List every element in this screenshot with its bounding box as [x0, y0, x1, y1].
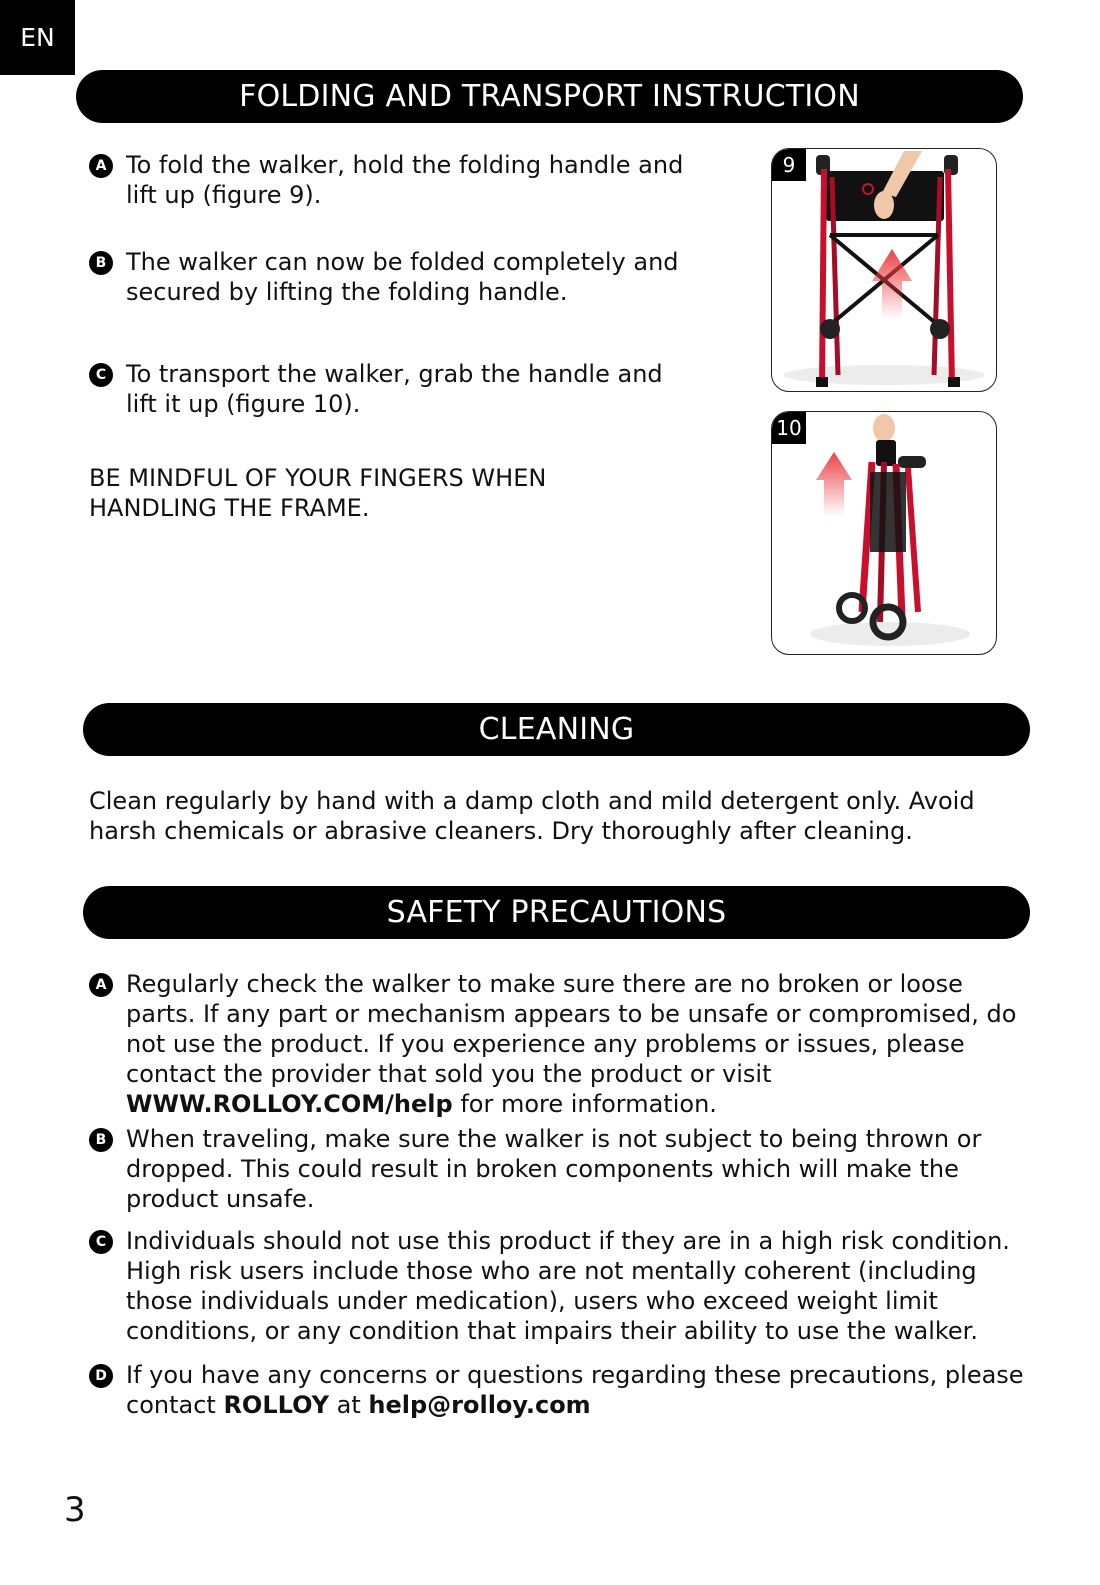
safety-a-text-before: Regularly check the walker to make sure there are no broken or loose parts. If any part or mechanism appears to be unsafe or compromised, do not use the product. If you experience any problems or issues, please contact the provider that sold you the product or visit	[126, 970, 1017, 1088]
figure-10-label: 10	[772, 412, 806, 444]
finger-warning: BE MINDFUL OF YOUR FINGERS WHEN HANDLING THE FRAME.	[89, 464, 547, 522]
bullet-a-icon: A	[89, 973, 113, 997]
language-tab: EN	[0, 0, 75, 75]
safety-a-text-after: for more information.	[452, 1090, 717, 1118]
page-number: 3	[64, 1490, 86, 1530]
brand-name: ROLLOY	[223, 1391, 329, 1419]
section-header-folding: FOLDING AND TRANSPORT INSTRUCTION	[76, 70, 1023, 123]
figure-10	[771, 411, 997, 655]
folding-step-c	[89, 359, 689, 419]
section-header-safety: SAFETY PRECAUTIONS	[83, 886, 1030, 939]
bullet-d-icon: D	[89, 1364, 113, 1388]
safety-item-d-text	[126, 1360, 1024, 1420]
safety-d-text-before: If you have any concerns or questions regarding these precautions, please contact	[126, 1361, 1024, 1419]
cleaning-text: Clean regularly by hand with a damp cloth and mild detergent only. Avoid harsh chemicals or abrasive cleaners. Dry thoroughly after cleaning.	[89, 787, 975, 845]
safety-item-a	[89, 969, 1024, 1119]
safety-d-text-mid: at	[329, 1391, 369, 1419]
safety-item-a-text	[126, 969, 1024, 1119]
figure-9-label: 9	[772, 149, 806, 181]
bullet-a-icon: A	[89, 154, 113, 178]
bullet-c-icon: C	[89, 363, 113, 387]
folding-step-c-text: To transport the walker, grab the handle and lift it up (figure 10).	[126, 360, 663, 418]
safety-item-c-text: Individuals should not use this product if they are in a high risk condition. High risk users include those who are not mentally coherent (including those individuals under medication), users who exceed weight limit conditions, or any condition that impairs their ability to use the walker.	[126, 1227, 1010, 1345]
help-email[interactable]: help@rolloy.com	[368, 1391, 591, 1419]
walker-folded-image	[772, 412, 996, 654]
bullet-b-icon: B	[89, 251, 113, 275]
folding-step-a	[89, 150, 689, 210]
safety-item-b	[89, 1124, 1024, 1214]
safety-item-c	[89, 1226, 1024, 1346]
folding-step-a-text: To fold the walker, hold the folding handle and lift up (figure 9).	[126, 151, 684, 209]
section-header-cleaning: CLEANING	[83, 703, 1030, 756]
folding-step-b	[89, 247, 689, 307]
help-url[interactable]: WWW.ROLLOY.COM/help	[126, 1090, 453, 1118]
walker-unfolded-image	[772, 149, 996, 391]
bullet-c-icon: C	[89, 1230, 113, 1254]
bullet-b-icon: B	[89, 1128, 113, 1152]
safety-item-d	[89, 1360, 1024, 1420]
folding-step-b-text: The walker can now be folded completely and secured by lifting the folding handle.	[126, 248, 679, 306]
figure-9	[771, 148, 997, 392]
safety-item-b-text: When traveling, make sure the walker is not subject to being thrown or dropped. This could result in broken components which will make the product unsafe.	[126, 1125, 982, 1213]
